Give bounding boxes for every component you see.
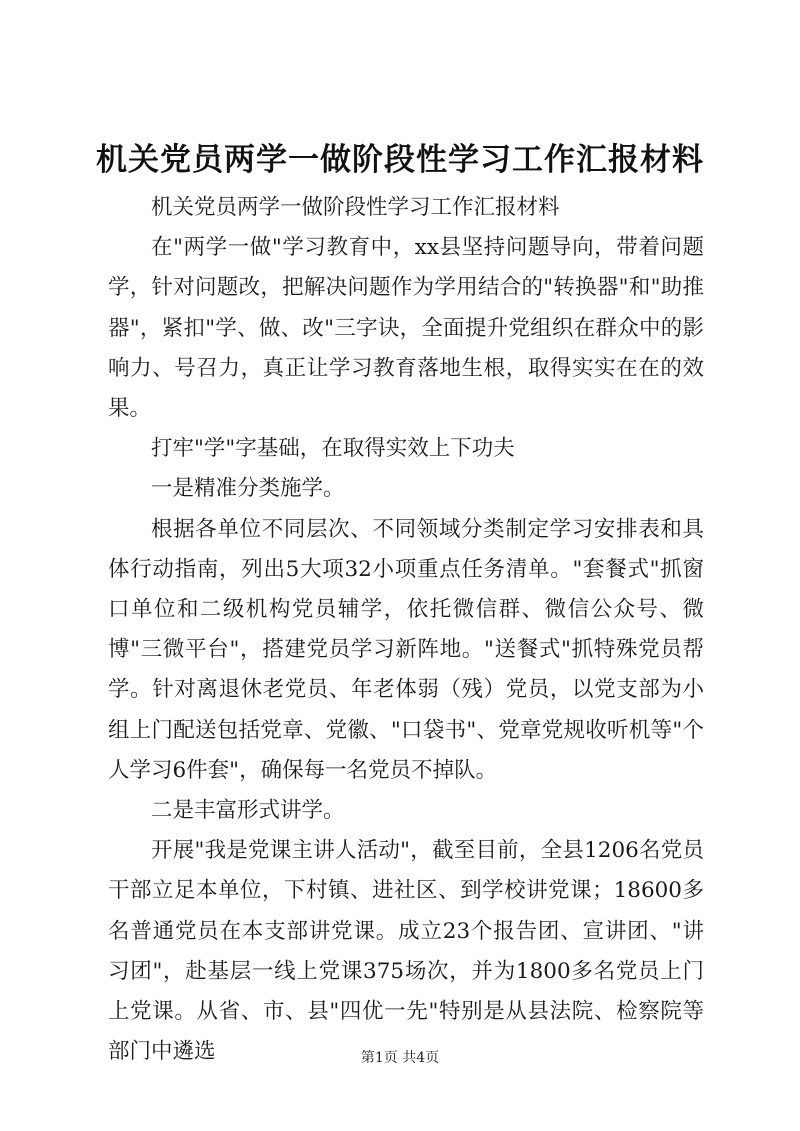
paragraph-point-two-body: 开展"我是党课主讲人活动"，截至目前，全县1206名党员干部立足本单位，下村镇、进社区、到学校讲党课；18600多名普通党员在本支部讲党课。成立23个报告团、宣讲团、"讲习团"，赴基层一线上党课375场次，并为1800多名党员上门上党课。从省、市、县"四优一先"特别是从县法院、检察院等部门中遴选 xyxy=(108,838,704,1065)
paragraph-point-two-heading: 二是丰富形式讲学。 xyxy=(151,798,345,824)
paragraph-point-one-body: 根据各单位不同层次、不同领域分类制定学习安排表和具体行动指南，列出5大项32小项重点任务清单。"套餐式"抓窗口单位和二级机构党员辅学，依托微信群、微信公众号、微博"三微平台"，搭建党员学习新阵地。"送餐式"抓特殊党员帮学。针对离退休老党员、年老体弱（残）党员，以党支部为小组上门配送包括党章、党徽、"口袋书"、党章党规收听机等"个人学习6件套"，确保每一名党员不掉队。 xyxy=(108,516,704,783)
paragraph-intro: 在"两学一做"学习教育中，xx县坚持问题导向，带着问题学，针对问题改，把解决问题作为学用结合的"转换器"和"助推器"，紧扣"学、做、改"三字诀，全面提升党组织在群众中的影响力、号召力，真正让学习教育落地生根，取得实实在在的效果。 xyxy=(108,235,704,422)
document-title: 机关党员两学一做阶段性学习工作汇报材料 xyxy=(96,142,704,178)
paragraph-subtitle: 机关党员两学一做阶段性学习工作汇报材料 xyxy=(151,195,560,220)
paragraph-point-one-heading: 一是精准分类施学。 xyxy=(151,476,345,502)
page-indicator: 第1页 共4页 xyxy=(360,1050,440,1066)
paragraph-section-heading: 打牢"学"字基础，在取得实效上下功夫 xyxy=(151,436,515,462)
document-body xyxy=(108,188,704,1072)
